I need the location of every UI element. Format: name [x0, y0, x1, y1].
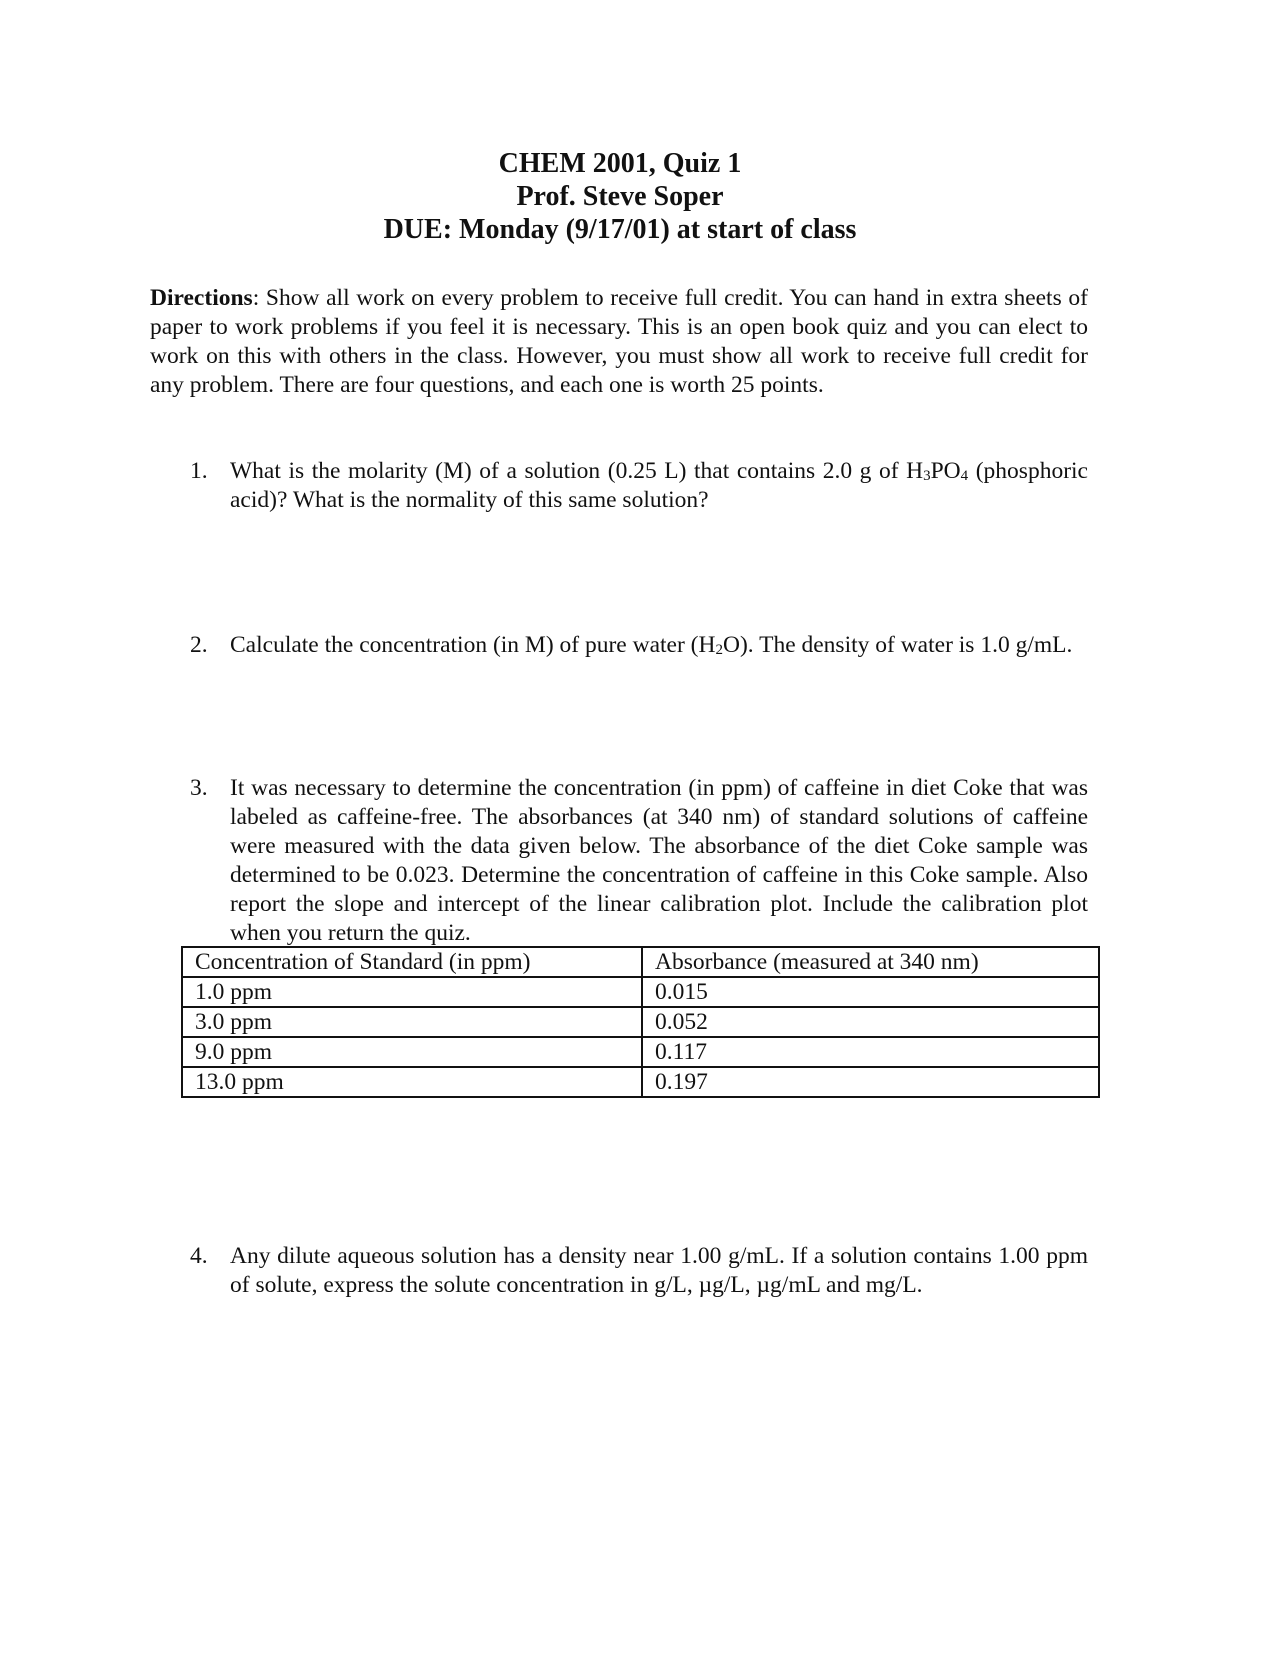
absorbance-cell: 0.197 — [642, 1067, 1099, 1097]
question-2 — [190, 631, 1088, 660]
question-text: Calculate the concentration (in M) of pure water $(H_2O)$. The density of water is 1.0 g/mL. — [230, 632, 1073, 658]
absorbance-cell: 0.117 — [642, 1037, 1099, 1067]
question-number: 4. — [190, 1243, 208, 1269]
quiz-header — [0, 147, 1240, 246]
question-text: It was necessary to determine the concentration (in ppm) of caffeine in diet Coke that was labeled as caffeine-free. The absorbances (at 340 nm) of standard solutions of caffeine were measured with the data given below. The absorbance of the diet Coke sample was determined to be 0.023. Determine the concentration of caffeine in this Coke sample. Also report the slope and intercept of the linear calibration plot. Include the calibration plot when you return the quiz. — [230, 775, 1088, 946]
table-row — [182, 1007, 1099, 1037]
question-text: Any dilute aqueous solution has a density near 1.00 g/mL. If a solution contains 1.00 ppm of solute, express the solute concentration in g/L, µg/L, µg/mL and mg/L. — [230, 1243, 1088, 1298]
question-number: 3. — [190, 775, 208, 801]
table-row — [182, 1067, 1099, 1097]
concentration-cell: 1.0 ppm — [182, 977, 642, 1007]
table-header-cell: Absorbance (measured at 340 nm) — [642, 947, 1099, 977]
table-row — [182, 1037, 1099, 1067]
absorbance-cell: 0.015 — [642, 977, 1099, 1007]
table-header-cell: Concentration of Standard (in ppm) — [182, 947, 642, 977]
question-3 — [190, 774, 1088, 948]
table-header-row — [182, 947, 1099, 977]
question-number: 1. — [190, 458, 208, 484]
calibration-table — [181, 946, 1100, 1098]
question-text: What is the molarity (M) of a solution (0.25 L) that contains 2.0 g of $H_3PO_4$ (phosphoric acid)? What is the normality of this same solution? — [230, 458, 1088, 513]
question-4 — [190, 1242, 1088, 1300]
professor-name: Prof. Steve Soper — [516, 181, 724, 212]
directions-text: : Show all work on every problem to receive full credit. You can hand in extra sheets of paper to work problems if you feel it is necessary. This is an open book quiz and you can elect to work on this with others in the class. However, you must show all work to receive full credit for any problem. There are four questions, and each one is worth 25 points. — [150, 285, 1088, 398]
question-number: 2. — [190, 632, 208, 658]
due-date: DUE: Monday (9/17/01) at start of class — [383, 214, 857, 245]
directions-paragraph — [150, 284, 1088, 400]
question-1 — [190, 457, 1088, 515]
course-title: CHEM 2001, Quiz 1 — [498, 148, 742, 179]
concentration-cell: 3.0 ppm — [182, 1007, 642, 1037]
absorbance-cell: 0.052 — [642, 1007, 1099, 1037]
concentration-cell: 13.0 ppm — [182, 1067, 642, 1097]
table-row — [182, 977, 1099, 1007]
concentration-cell: 9.0 ppm — [182, 1037, 642, 1067]
directions-label: Directions — [150, 285, 253, 311]
